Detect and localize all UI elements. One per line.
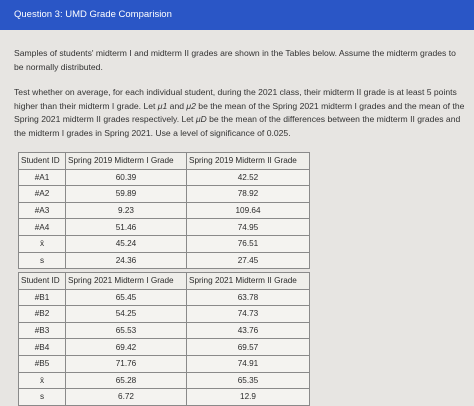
table-header-row: [19, 153, 310, 170]
midterm1-cell: 9.23: [66, 202, 187, 219]
column-header: Spring 2019 Midterm II Grade: [187, 153, 310, 170]
task-paragraph: [14, 86, 466, 140]
student-id-cell: #A1: [19, 169, 66, 186]
midterm1-cell: 54.25: [66, 306, 187, 323]
midterm1-cell: 59.89: [66, 186, 187, 203]
midterm1-cell: 69.42: [66, 339, 187, 356]
student-id-cell: #B3: [19, 322, 66, 339]
midterm1-cell: 60.39: [66, 169, 187, 186]
muD-symbol: μD: [195, 114, 207, 124]
mean-symbol-cell: x̄: [19, 372, 66, 389]
midterm1-cell: 6.72: [66, 389, 187, 406]
midterm2-cell: 65.35: [187, 372, 310, 389]
table-header-row: [19, 273, 310, 290]
table-row: [19, 202, 310, 219]
midterm2-cell: 74.91: [187, 355, 310, 372]
table-row: [19, 219, 310, 236]
midterm2-cell: 42.52: [187, 169, 310, 186]
task-text-1: Test whether on average, for each individual student, during the 2021 class, their midterm II grade is at least 5 points higher than their midterm I grade. Let: [14, 87, 457, 111]
student-id-cell: #A4: [19, 219, 66, 236]
table-row: [19, 289, 310, 306]
table-row: [19, 186, 310, 203]
table-row: [19, 169, 310, 186]
student-id-cell: #B2: [19, 306, 66, 323]
student-id-cell: #B5: [19, 355, 66, 372]
question-title: Question 3: UMD Grade Comparision: [14, 9, 172, 20]
midterm1-cell: 71.76: [66, 355, 187, 372]
table-row-stdev: [19, 252, 310, 269]
student-id-cell: #A2: [19, 186, 66, 203]
column-header: Spring 2021 Midterm II Grade: [187, 273, 310, 290]
stdev-symbol-cell: s: [19, 389, 66, 406]
task-text-4: be the mean of the differences between the midterm II grades and the midterm I grades in Spring 2021. Use a level of significance of 0.025.: [14, 114, 461, 138]
intro-paragraph: Samples of students' midterm I and midterm II grades are shown in the Tables below. Assume the midterm grades to be normally distributed.: [14, 48, 456, 72]
mean-symbol-cell: x̄: [19, 235, 66, 252]
question-header: [0, 0, 474, 30]
table-spring-2019: [18, 152, 310, 269]
table-row-mean: [19, 372, 310, 389]
task-text-3: be the mean of the Spring 2021 midterm I grades and the mean of the Spring 2021 midterm II grades respectively. Let: [14, 100, 465, 124]
midterm2-cell: 74.73: [187, 306, 310, 323]
midterm2-cell: 43.76: [187, 322, 310, 339]
table-row: [19, 339, 310, 356]
table-spring-2021: [18, 272, 310, 406]
midterm2-cell: 63.78: [187, 289, 310, 306]
table-row: [19, 306, 310, 323]
task-text-2: and: [167, 100, 187, 111]
midterm1-cell: 45.24: [66, 235, 187, 252]
column-header: Student ID: [19, 273, 66, 290]
midterm2-cell: 109.64: [187, 202, 310, 219]
column-header: Spring 2019 Midterm I Grade: [66, 153, 187, 170]
table-row-mean: [19, 235, 310, 252]
table-row: [19, 322, 310, 339]
midterm2-cell: 27.45: [187, 252, 310, 269]
stdev-symbol-cell: s: [19, 252, 66, 269]
midterm1-cell: 65.45: [66, 289, 187, 306]
mu2-symbol: μ2: [186, 100, 196, 111]
student-id-cell: #A3: [19, 202, 66, 219]
midterm2-cell: 74.95: [187, 219, 310, 236]
midterm1-cell: 24.36: [66, 252, 187, 269]
midterm2-cell: 69.57: [187, 339, 310, 356]
midterm1-cell: 65.53: [66, 322, 187, 339]
column-header: Spring 2021 Midterm I Grade: [66, 273, 187, 290]
mu1-symbol: μ1: [157, 100, 168, 111]
midterm2-cell: 76.51: [187, 235, 310, 252]
midterm2-cell: 78.92: [187, 186, 310, 203]
table-row: [19, 355, 310, 372]
midterm2-cell: 12.9: [187, 389, 310, 406]
student-id-cell: #B1: [19, 289, 66, 306]
student-id-cell: #B4: [19, 339, 66, 356]
midterm1-cell: 65.28: [66, 372, 187, 389]
midterm1-cell: 51.46: [66, 219, 187, 236]
column-header: Student ID: [19, 153, 66, 170]
